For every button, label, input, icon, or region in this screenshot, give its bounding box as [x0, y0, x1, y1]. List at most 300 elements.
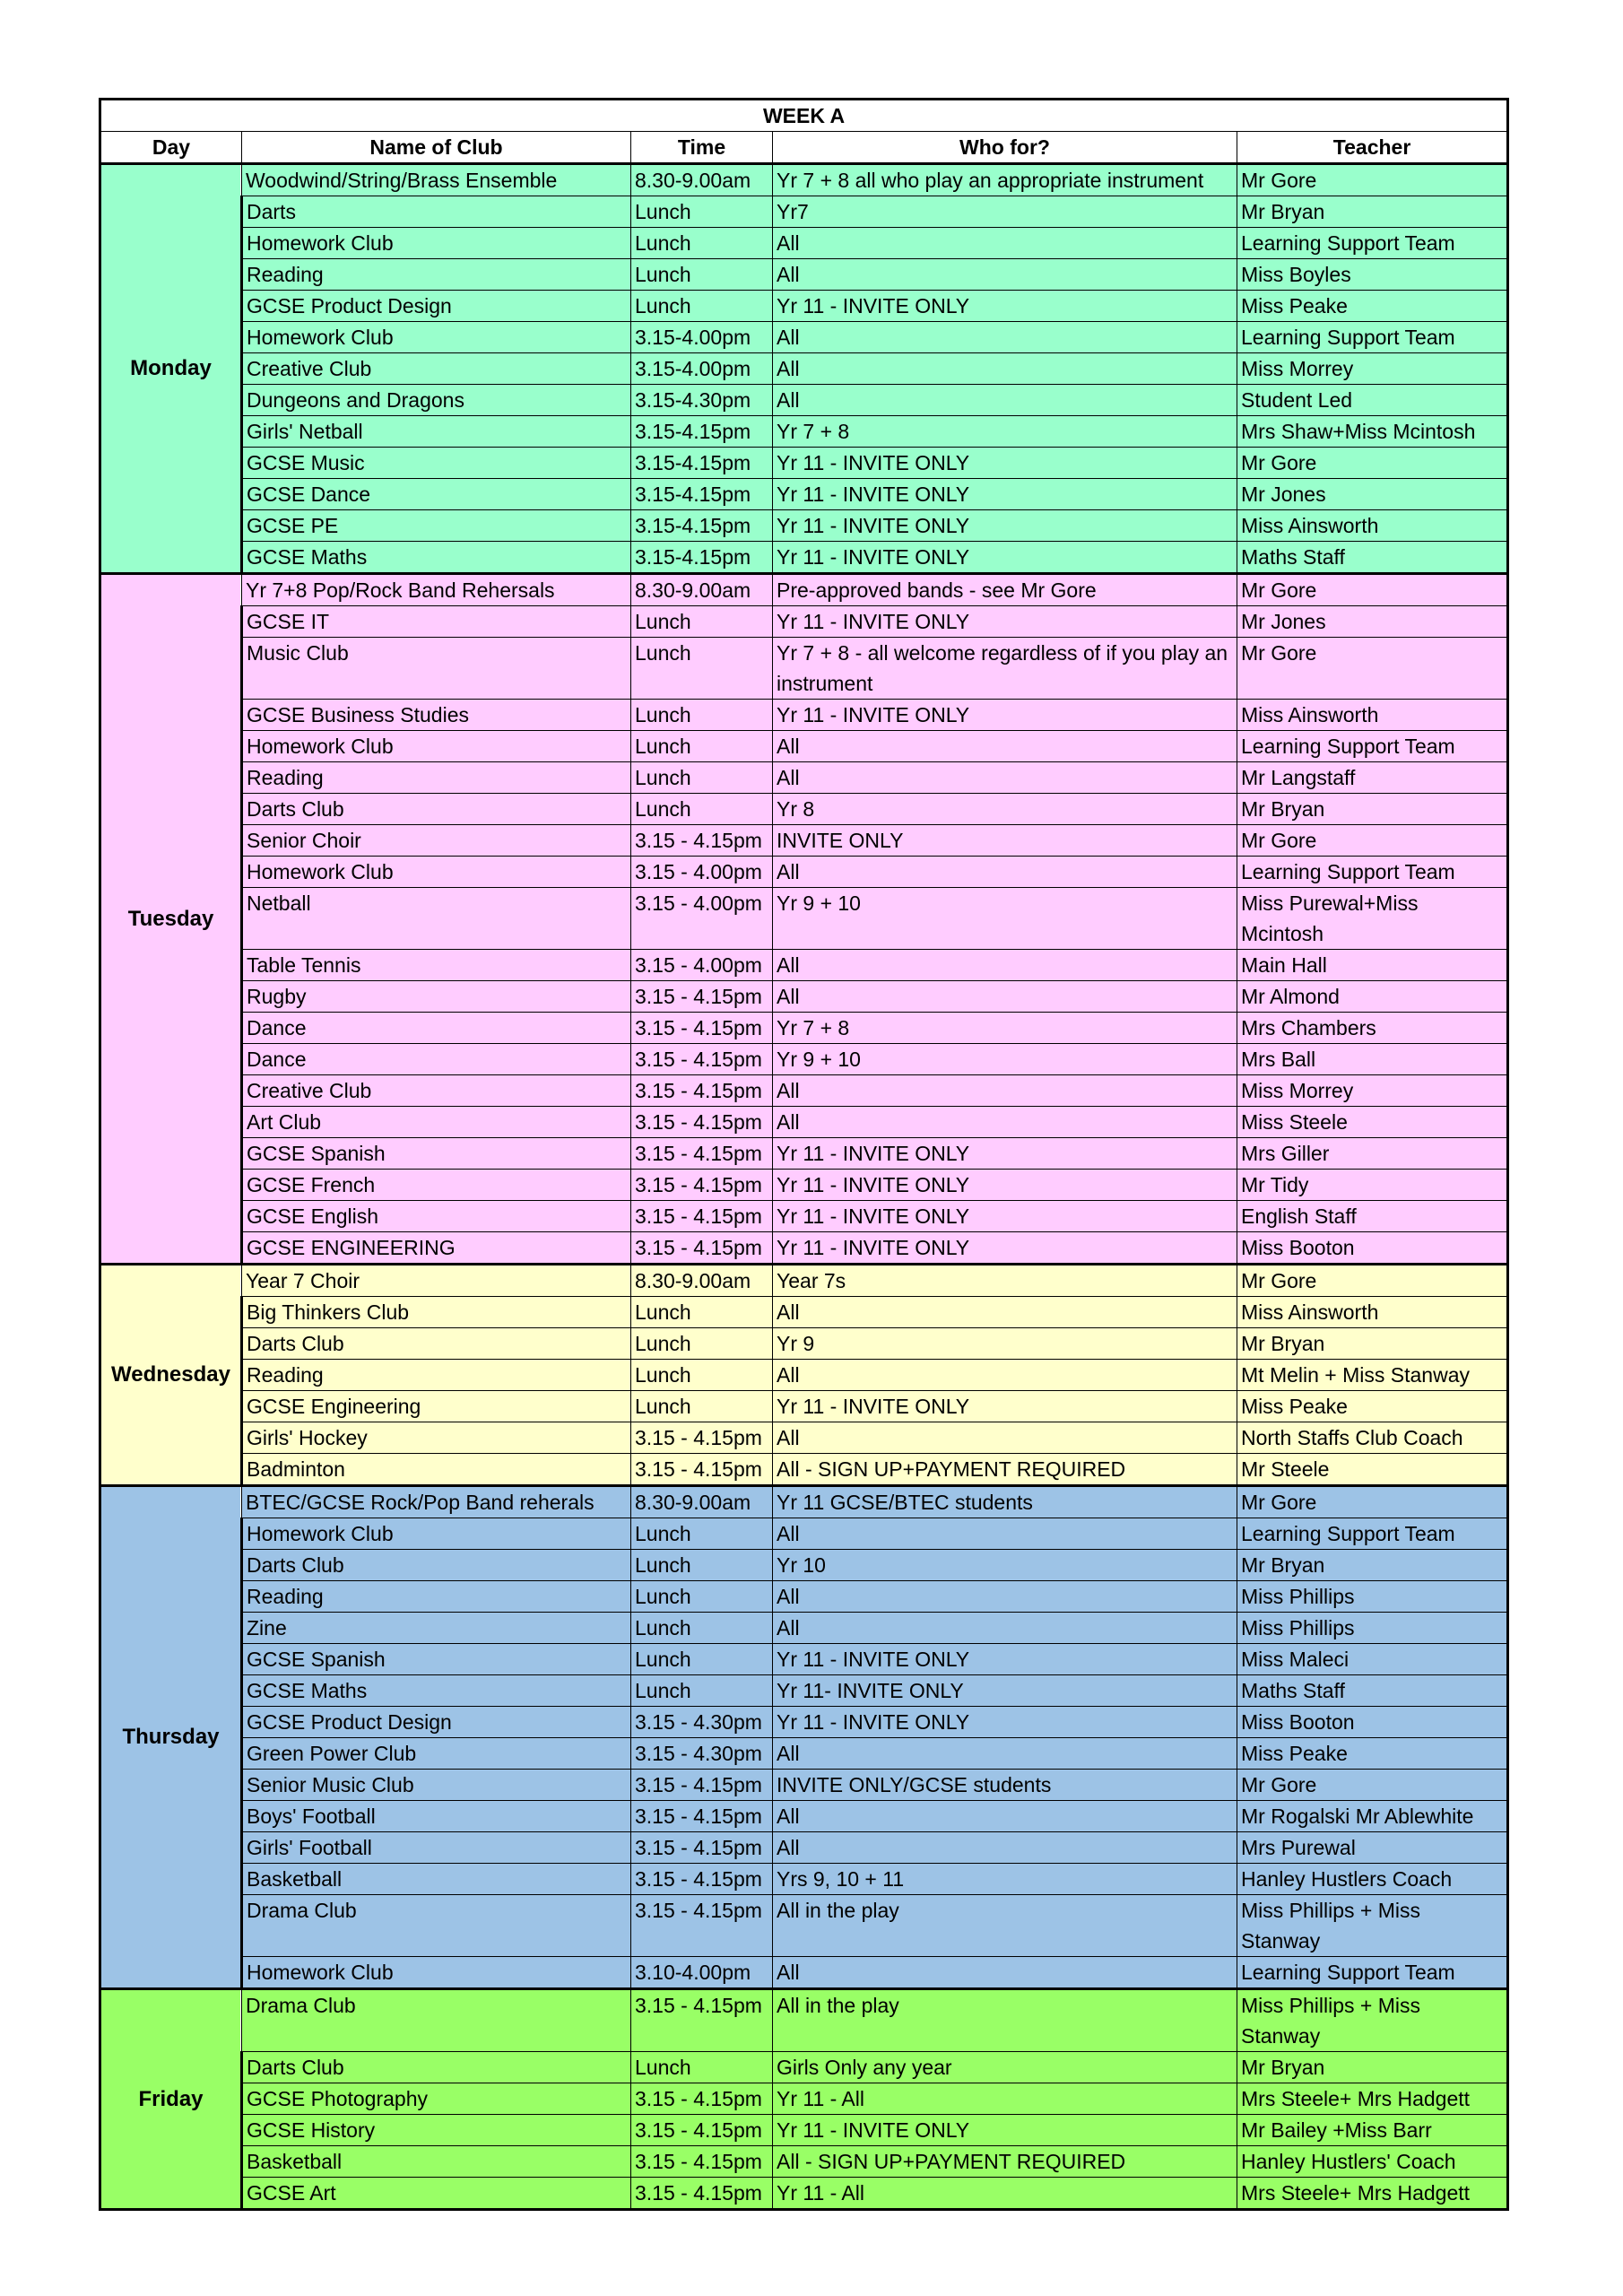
club-name-cell: Basketball	[242, 2146, 631, 2178]
teacher-cell: Learning Support Team	[1237, 1518, 1508, 1550]
table-row	[100, 1265, 1508, 1297]
club-name-cell: Reading	[242, 259, 631, 291]
time-cell: 3.15 - 4.15pm	[631, 1422, 773, 1454]
time-cell: 3.15-4.30pm	[631, 385, 773, 416]
who-for-cell: Yr 11 - INVITE ONLY	[773, 1232, 1237, 1265]
club-name-cell: Girls' Hockey	[242, 1422, 631, 1454]
teacher-cell: Mr Langstaff	[1237, 762, 1508, 794]
club-name-cell: Darts Club	[242, 2052, 631, 2083]
time-cell: Lunch	[631, 700, 773, 731]
table-row	[100, 1518, 1508, 1550]
table-row	[100, 574, 1508, 606]
time-cell: Lunch	[631, 1297, 773, 1328]
table-row	[100, 1801, 1508, 1832]
time-cell: Lunch	[631, 196, 773, 228]
table-row	[100, 1391, 1508, 1422]
table-row	[100, 1707, 1508, 1738]
teacher-cell: Miss Booton	[1237, 1707, 1508, 1738]
club-name-cell: GCSE Art	[242, 2178, 631, 2210]
table-row	[100, 1232, 1508, 1265]
time-cell: 3.15 - 4.15pm	[631, 1989, 773, 2052]
table-row	[100, 825, 1508, 857]
time-cell: 3.15 - 4.15pm	[631, 2146, 773, 2178]
time-cell: 8.30-9.00am	[631, 164, 773, 196]
table-row	[100, 1486, 1508, 1518]
table-row	[100, 2146, 1508, 2178]
time-cell: 3.15 - 4.15pm	[631, 1770, 773, 1801]
who-for-cell: All	[773, 1613, 1237, 1644]
who-for-cell: All in the play	[773, 1989, 1237, 2052]
table-row	[100, 322, 1508, 353]
table-row	[100, 1989, 1508, 2052]
who-for-cell: All	[773, 1360, 1237, 1391]
time-cell: 8.30-9.00am	[631, 1265, 773, 1297]
time-cell: Lunch	[631, 1644, 773, 1675]
teacher-cell: Mr Bryan	[1237, 1328, 1508, 1360]
club-name-cell: GCSE Spanish	[242, 1138, 631, 1170]
who-for-cell: All in the play	[773, 1895, 1237, 1957]
who-for-cell: Yr 9 + 10	[773, 888, 1237, 950]
time-cell: Lunch	[631, 2052, 773, 2083]
teacher-cell: Miss Peake	[1237, 1738, 1508, 1770]
club-name-cell: Homework Club	[242, 857, 631, 888]
teacher-cell: Mr Gore	[1237, 825, 1508, 857]
table-row	[100, 1328, 1508, 1360]
teacher-cell: Mrs Steele+ Mrs Hadgett	[1237, 2083, 1508, 2115]
club-name-cell: GCSE Product Design	[242, 291, 631, 322]
table-row	[100, 1864, 1508, 1895]
time-cell: Lunch	[631, 731, 773, 762]
who-for-cell: Yr 11 - INVITE ONLY	[773, 1391, 1237, 1422]
teacher-cell: Miss Ainsworth	[1237, 1297, 1508, 1328]
who-for-cell: INVITE ONLY/GCSE students	[773, 1770, 1237, 1801]
table-row	[100, 606, 1508, 638]
who-for-cell: All	[773, 1801, 1237, 1832]
club-name-cell: Homework Club	[242, 322, 631, 353]
who-for-cell: All	[773, 1738, 1237, 1770]
table-row	[100, 479, 1508, 510]
teacher-cell: Miss Purewal+Miss Mcintosh	[1237, 888, 1508, 950]
header-time: Time	[631, 132, 773, 164]
time-cell: Lunch	[631, 259, 773, 291]
club-name-cell: BTEC/GCSE Rock/Pop Band reherals	[242, 1486, 631, 1518]
time-cell: 3.10-4.00pm	[631, 1957, 773, 1989]
table-row	[100, 1170, 1508, 1201]
table-row	[100, 700, 1508, 731]
table-row	[100, 1581, 1508, 1613]
table-row	[100, 1107, 1508, 1138]
teacher-cell: Learning Support Team	[1237, 322, 1508, 353]
who-for-cell: Yr 11- INVITE ONLY	[773, 1675, 1237, 1707]
club-name-cell: GCSE Maths	[242, 542, 631, 574]
time-cell: Lunch	[631, 794, 773, 825]
teacher-cell: Mr Gore	[1237, 574, 1508, 606]
teacher-cell: Learning Support Team	[1237, 1957, 1508, 1989]
table-row	[100, 1138, 1508, 1170]
club-name-cell: Boys' Football	[242, 1801, 631, 1832]
table-row	[100, 385, 1508, 416]
time-cell: 3.15 - 4.15pm	[631, 1013, 773, 1044]
club-name-cell: Darts Club	[242, 1550, 631, 1581]
time-cell: Lunch	[631, 1360, 773, 1391]
time-cell: 8.30-9.00am	[631, 1486, 773, 1518]
teacher-cell: Mr Jones	[1237, 479, 1508, 510]
who-for-cell: All	[773, 981, 1237, 1013]
table-row	[100, 1075, 1508, 1107]
who-for-cell: Yr 11 - INVITE ONLY	[773, 606, 1237, 638]
club-name-cell: Dungeons and Dragons	[242, 385, 631, 416]
teacher-cell: Mr Bryan	[1237, 794, 1508, 825]
time-cell: 8.30-9.00am	[631, 574, 773, 606]
club-name-cell: GCSE Dance	[242, 479, 631, 510]
table-row	[100, 1770, 1508, 1801]
time-cell: 3.15 - 4.15pm	[631, 1864, 773, 1895]
time-cell: 3.15-4.15pm	[631, 510, 773, 542]
who-for-cell: All	[773, 857, 1237, 888]
who-for-cell: Yr7	[773, 196, 1237, 228]
teacher-cell: Mr Bryan	[1237, 2052, 1508, 2083]
teacher-cell: Learning Support Team	[1237, 731, 1508, 762]
who-for-cell: Yr 11 - INVITE ONLY	[773, 479, 1237, 510]
teacher-cell: Mr Gore	[1237, 448, 1508, 479]
who-for-cell: Yr 11 - INVITE ONLY	[773, 542, 1237, 574]
teacher-cell: Miss Phillips + Miss Stanway	[1237, 1989, 1508, 2052]
teacher-cell: Mr Gore	[1237, 164, 1508, 196]
time-cell: Lunch	[631, 1518, 773, 1550]
who-for-cell: Yr 8	[773, 794, 1237, 825]
who-for-cell: Yr 7 + 8 - all welcome regardless of if you play an instrument	[773, 638, 1237, 700]
teacher-cell: Mr Gore	[1237, 638, 1508, 700]
who-for-cell: Year 7s	[773, 1265, 1237, 1297]
who-for-cell: All	[773, 322, 1237, 353]
teacher-cell: Mr Gore	[1237, 1770, 1508, 1801]
table-row	[100, 857, 1508, 888]
table-row	[100, 1454, 1508, 1486]
teacher-cell: Miss Peake	[1237, 291, 1508, 322]
time-cell: 3.15 - 4.00pm	[631, 857, 773, 888]
teacher-cell: Hanley Hustlers Coach	[1237, 1864, 1508, 1895]
teacher-cell: English Staff	[1237, 1201, 1508, 1232]
club-name-cell: Darts Club	[242, 1328, 631, 1360]
who-for-cell: Yr 11 - INVITE ONLY	[773, 291, 1237, 322]
club-name-cell: GCSE English	[242, 1201, 631, 1232]
teacher-cell: Mr Jones	[1237, 606, 1508, 638]
who-for-cell: Yr 7 + 8	[773, 416, 1237, 448]
club-name-cell: Reading	[242, 1360, 631, 1391]
time-cell: 3.15-4.15pm	[631, 416, 773, 448]
who-for-cell: Yr 11 - INVITE ONLY	[773, 510, 1237, 542]
table-row	[100, 794, 1508, 825]
who-for-cell: Yr 7 + 8	[773, 1013, 1237, 1044]
table-row	[100, 1832, 1508, 1864]
table-row	[100, 1895, 1508, 1957]
club-name-cell: Creative Club	[242, 353, 631, 385]
day-cell: Friday	[100, 1989, 242, 2210]
table-row	[100, 1957, 1508, 1989]
who-for-cell: All	[773, 950, 1237, 981]
time-cell: Lunch	[631, 291, 773, 322]
day-cell: Monday	[100, 164, 242, 574]
club-name-cell: Reading	[242, 1581, 631, 1613]
teacher-cell: Miss Ainsworth	[1237, 700, 1508, 731]
day-cell: Wednesday	[100, 1265, 242, 1486]
table-row	[100, 291, 1508, 322]
club-name-cell: Music Club	[242, 638, 631, 700]
table-row	[100, 510, 1508, 542]
who-for-cell: All	[773, 762, 1237, 794]
table-row	[100, 164, 1508, 196]
clubs-timetable	[99, 98, 1509, 2211]
club-name-cell: Senior Choir	[242, 825, 631, 857]
table-row	[100, 196, 1508, 228]
table-row	[100, 448, 1508, 479]
time-cell: 3.15 - 4.15pm	[631, 1107, 773, 1138]
time-cell: 3.15 - 4.15pm	[631, 1044, 773, 1075]
who-for-cell: Yr 10	[773, 1550, 1237, 1581]
teacher-cell: Mr Bryan	[1237, 1550, 1508, 1581]
day-cell: Thursday	[100, 1486, 242, 1989]
time-cell: 3.15 - 4.15pm	[631, 2178, 773, 2210]
table-row	[100, 542, 1508, 574]
table-row	[100, 638, 1508, 700]
teacher-cell: Miss Morrey	[1237, 353, 1508, 385]
teacher-cell: Mrs Ball	[1237, 1044, 1508, 1075]
time-cell: 3.15 - 4.15pm	[631, 1170, 773, 1201]
table-row	[100, 2115, 1508, 2146]
teacher-cell: Miss Ainsworth	[1237, 510, 1508, 542]
time-cell: 3.15 - 4.00pm	[631, 888, 773, 950]
teacher-cell: Mrs Purewal	[1237, 1832, 1508, 1864]
timetable-body	[100, 164, 1508, 2210]
club-name-cell: Dance	[242, 1044, 631, 1075]
teacher-cell: Learning Support Team	[1237, 857, 1508, 888]
time-cell: 3.15 - 4.15pm	[631, 1895, 773, 1957]
teacher-cell: Mr Tidy	[1237, 1170, 1508, 1201]
club-name-cell: Homework Club	[242, 1518, 631, 1550]
who-for-cell: All	[773, 1581, 1237, 1613]
header-club-name: Name of Club	[242, 132, 631, 164]
time-cell: 3.15-4.15pm	[631, 448, 773, 479]
club-name-cell: Art Club	[242, 1107, 631, 1138]
time-cell: Lunch	[631, 1581, 773, 1613]
time-cell: 3.15-4.00pm	[631, 353, 773, 385]
who-for-cell: Yr 11 - INVITE ONLY	[773, 1170, 1237, 1201]
time-cell: 3.15-4.00pm	[631, 322, 773, 353]
table-row	[100, 1613, 1508, 1644]
teacher-cell: Mrs Steele+ Mrs Hadgett	[1237, 2178, 1508, 2210]
club-name-cell: Darts Club	[242, 794, 631, 825]
teacher-cell: Miss Booton	[1237, 1232, 1508, 1265]
who-for-cell: All	[773, 1957, 1237, 1989]
club-name-cell: GCSE History	[242, 2115, 631, 2146]
club-name-cell: GCSE Engineering	[242, 1391, 631, 1422]
time-cell: 3.15 - 4.15pm	[631, 1075, 773, 1107]
club-name-cell: Table Tennis	[242, 950, 631, 981]
club-name-cell: Zine	[242, 1613, 631, 1644]
who-for-cell: All	[773, 731, 1237, 762]
club-name-cell: GCSE IT	[242, 606, 631, 638]
time-cell: 3.15 - 4.30pm	[631, 1707, 773, 1738]
time-cell: 3.15 - 4.30pm	[631, 1738, 773, 1770]
header-day: Day	[100, 132, 242, 164]
club-name-cell: Green Power Club	[242, 1738, 631, 1770]
time-cell: Lunch	[631, 228, 773, 259]
who-for-cell: Yr 9	[773, 1328, 1237, 1360]
table-row	[100, 1644, 1508, 1675]
who-for-cell: Yr 11 GCSE/BTEC students	[773, 1486, 1237, 1518]
club-name-cell: Rugby	[242, 981, 631, 1013]
table-row	[100, 2178, 1508, 2210]
who-for-cell: Yr 11 - INVITE ONLY	[773, 1644, 1237, 1675]
table-row	[100, 1044, 1508, 1075]
club-name-cell: GCSE Spanish	[242, 1644, 631, 1675]
table-row	[100, 1013, 1508, 1044]
time-cell: 3.15 - 4.15pm	[631, 1138, 773, 1170]
who-for-cell: All	[773, 353, 1237, 385]
teacher-cell: Maths Staff	[1237, 1675, 1508, 1707]
who-for-cell: INVITE ONLY	[773, 825, 1237, 857]
table-row	[100, 259, 1508, 291]
teacher-cell: Mr Gore	[1237, 1265, 1508, 1297]
teacher-cell: Maths Staff	[1237, 542, 1508, 574]
who-for-cell: All	[773, 259, 1237, 291]
time-cell: 3.15 - 4.15pm	[631, 2115, 773, 2146]
club-name-cell: Senior Music Club	[242, 1770, 631, 1801]
time-cell: 3.15 - 4.15pm	[631, 981, 773, 1013]
who-for-cell: All	[773, 1075, 1237, 1107]
table-row	[100, 950, 1508, 981]
time-cell: Lunch	[631, 762, 773, 794]
teacher-cell: Mr Bryan	[1237, 196, 1508, 228]
table-row	[100, 888, 1508, 950]
table-row	[100, 1675, 1508, 1707]
club-name-cell: GCSE ENGINEERING	[242, 1232, 631, 1265]
club-name-cell: Homework Club	[242, 228, 631, 259]
teacher-cell: Miss Phillips + Miss Stanway	[1237, 1895, 1508, 1957]
who-for-cell: All	[773, 1107, 1237, 1138]
club-name-cell: GCSE Music	[242, 448, 631, 479]
who-for-cell: All	[773, 1518, 1237, 1550]
header-who-for: Who for?	[773, 132, 1237, 164]
time-cell: 3.15 - 4.15pm	[631, 2083, 773, 2115]
club-name-cell: Darts	[242, 196, 631, 228]
who-for-cell: Yr 7 + 8 all who play an appropriate instrument	[773, 164, 1237, 196]
teacher-cell: Learning Support Team	[1237, 228, 1508, 259]
table-row	[100, 1422, 1508, 1454]
time-cell: Lunch	[631, 1613, 773, 1644]
table-row	[100, 2083, 1508, 2115]
club-name-cell: Year 7 Choir	[242, 1265, 631, 1297]
week-title: WEEK A	[100, 100, 1508, 132]
who-for-cell: All	[773, 228, 1237, 259]
time-cell: Lunch	[631, 638, 773, 700]
time-cell: Lunch	[631, 1550, 773, 1581]
time-cell: 3.15 - 4.15pm	[631, 1832, 773, 1864]
time-cell: Lunch	[631, 1328, 773, 1360]
time-cell: 3.15 - 4.15pm	[631, 1454, 773, 1486]
club-name-cell: GCSE French	[242, 1170, 631, 1201]
who-for-cell: All	[773, 385, 1237, 416]
club-name-cell: Reading	[242, 762, 631, 794]
time-cell: 3.15-4.15pm	[631, 542, 773, 574]
club-name-cell: Netball	[242, 888, 631, 950]
teacher-cell: Miss Steele	[1237, 1107, 1508, 1138]
who-for-cell: Yr 11 - INVITE ONLY	[773, 1707, 1237, 1738]
club-name-cell: Homework Club	[242, 731, 631, 762]
who-for-cell: All	[773, 1422, 1237, 1454]
teacher-cell: Mr Rogalski Mr Ablewhite	[1237, 1801, 1508, 1832]
teacher-cell: Miss Peake	[1237, 1391, 1508, 1422]
who-for-cell: Yr 9 + 10	[773, 1044, 1237, 1075]
who-for-cell: Pre-approved bands - see Mr Gore	[773, 574, 1237, 606]
day-cell: Tuesday	[100, 574, 242, 1265]
club-name-cell: Basketball	[242, 1864, 631, 1895]
teacher-cell: Mt Melin + Miss Stanway	[1237, 1360, 1508, 1391]
who-for-cell: Yrs 9, 10 + 11	[773, 1864, 1237, 1895]
who-for-cell: Yr 11 - INVITE ONLY	[773, 448, 1237, 479]
teacher-cell: Mr Bailey +Miss Barr	[1237, 2115, 1508, 2146]
table-row	[100, 416, 1508, 448]
club-name-cell: Badminton	[242, 1454, 631, 1486]
table-row	[100, 731, 1508, 762]
teacher-cell: Miss Boyles	[1237, 259, 1508, 291]
table-row	[100, 1738, 1508, 1770]
teacher-cell: Mrs Chambers	[1237, 1013, 1508, 1044]
time-cell: 3.15 - 4.15pm	[631, 1232, 773, 1265]
club-name-cell: Creative Club	[242, 1075, 631, 1107]
table-row	[100, 1297, 1508, 1328]
who-for-cell: All - SIGN UP+PAYMENT REQUIRED	[773, 1454, 1237, 1486]
table-row	[100, 1360, 1508, 1391]
teacher-cell: Miss Maleci	[1237, 1644, 1508, 1675]
club-name-cell: GCSE Photography	[242, 2083, 631, 2115]
table-row	[100, 228, 1508, 259]
header-teacher: Teacher	[1237, 132, 1508, 164]
table-row	[100, 2052, 1508, 2083]
teacher-cell: Mr Almond	[1237, 981, 1508, 1013]
club-name-cell: Big Thinkers Club	[242, 1297, 631, 1328]
who-for-cell: Girls Only any year	[773, 2052, 1237, 2083]
teacher-cell: Mrs Giller	[1237, 1138, 1508, 1170]
table-row	[100, 353, 1508, 385]
club-name-cell: Girls' Netball	[242, 416, 631, 448]
teacher-cell: Miss Phillips	[1237, 1581, 1508, 1613]
club-name-cell: Homework Club	[242, 1957, 631, 1989]
club-name-cell: Yr 7+8 Pop/Rock Band Rehersals	[242, 574, 631, 606]
teacher-cell: Mrs Shaw+Miss Mcintosh	[1237, 416, 1508, 448]
teacher-cell: North Staffs Club Coach	[1237, 1422, 1508, 1454]
teacher-cell: Miss Morrey	[1237, 1075, 1508, 1107]
who-for-cell: Yr 11 - INVITE ONLY	[773, 1138, 1237, 1170]
club-name-cell: Girls' Football	[242, 1832, 631, 1864]
time-cell: 3.15 - 4.15pm	[631, 825, 773, 857]
who-for-cell: Yr 11 - All	[773, 2083, 1237, 2115]
time-cell: 3.15-4.15pm	[631, 479, 773, 510]
club-name-cell: GCSE PE	[242, 510, 631, 542]
teacher-cell: Mr Steele	[1237, 1454, 1508, 1486]
who-for-cell: Yr 11 - All	[773, 2178, 1237, 2210]
who-for-cell: Yr 11 - INVITE ONLY	[773, 700, 1237, 731]
table-row	[100, 762, 1508, 794]
teacher-cell: Mr Gore	[1237, 1486, 1508, 1518]
teacher-cell: Miss Phillips	[1237, 1613, 1508, 1644]
time-cell: Lunch	[631, 1675, 773, 1707]
table-row	[100, 1550, 1508, 1581]
table-row	[100, 1201, 1508, 1232]
who-for-cell: All	[773, 1297, 1237, 1328]
club-name-cell: GCSE Maths	[242, 1675, 631, 1707]
time-cell: 3.15 - 4.15pm	[631, 1201, 773, 1232]
